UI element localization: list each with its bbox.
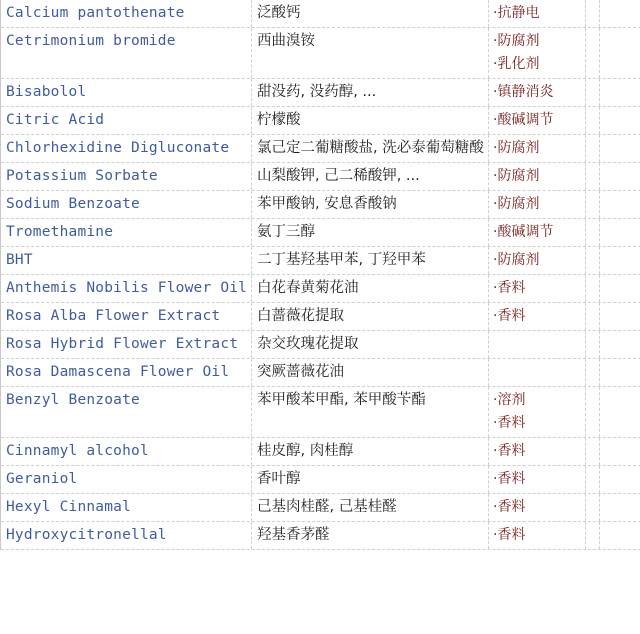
ingredient-chinese-name: 山梨酸钾, 己二稀酸钾, ... xyxy=(252,163,489,190)
function-tag[interactable]: ·乳化剂 xyxy=(493,56,540,72)
table-row xyxy=(1,107,640,135)
ingredient-functions xyxy=(489,107,586,134)
empty-cell xyxy=(600,466,640,493)
ingredient-functions xyxy=(489,191,586,218)
ingredient-chinese-name: 白蔷薇花提取 xyxy=(252,303,489,330)
table-row xyxy=(1,163,640,191)
empty-cell xyxy=(586,494,600,521)
empty-cell xyxy=(586,79,600,106)
ingredient-functions xyxy=(489,494,586,521)
empty-cell xyxy=(600,387,640,437)
table-row xyxy=(1,303,640,331)
ingredient-inci-name[interactable]: Chlorhexidine Digluconate xyxy=(1,135,252,162)
ingredient-functions xyxy=(489,0,586,27)
ingredient-chinese-name: 白花春黄菊花油 xyxy=(252,275,489,302)
ingredient-functions xyxy=(489,466,586,493)
function-tag[interactable]: ·香料 xyxy=(493,527,526,543)
table-row xyxy=(1,494,640,522)
ingredient-inci-name[interactable]: Hexyl Cinnamal xyxy=(1,494,252,521)
ingredient-inci-name[interactable]: Cetrimonium bromide xyxy=(1,28,252,78)
function-tag[interactable]: ·抗静电 xyxy=(493,5,540,21)
table-row xyxy=(1,0,640,28)
table-row xyxy=(1,191,640,219)
empty-cell xyxy=(600,79,640,106)
ingredient-chinese-name: 香叶醇 xyxy=(252,466,489,493)
ingredient-chinese-name: 氯己定二葡糖酸盐, 洗必泰葡萄糖酸 xyxy=(252,135,489,162)
ingredient-inci-name[interactable]: Anthemis Nobilis Flower Oil xyxy=(1,275,252,302)
ingredient-inci-name[interactable]: Hydroxycitronellal xyxy=(1,522,252,549)
ingredient-functions xyxy=(489,28,586,78)
empty-cell xyxy=(600,247,640,274)
ingredient-chinese-name: 柠檬酸 xyxy=(252,107,489,134)
function-tag[interactable]: ·香料 xyxy=(493,471,526,487)
table-row xyxy=(1,28,640,79)
table-row xyxy=(1,438,640,466)
ingredient-functions xyxy=(489,522,586,549)
empty-cell xyxy=(586,219,600,246)
ingredient-inci-name[interactable]: Citric Acid xyxy=(1,107,252,134)
ingredient-inci-name[interactable]: Rosa Hybrid Flower Extract xyxy=(1,331,252,358)
function-tag[interactable]: ·防腐剂 xyxy=(493,33,540,49)
ingredient-chinese-name: 西曲溴铵 xyxy=(252,28,489,78)
ingredient-inci-name[interactable]: BHT xyxy=(1,247,252,274)
table-row xyxy=(1,135,640,163)
function-tag[interactable]: ·酸碱调节 xyxy=(493,112,554,128)
function-tag[interactable]: ·防腐剂 xyxy=(493,168,540,184)
empty-cell xyxy=(600,0,640,27)
function-tag[interactable]: ·香料 xyxy=(493,308,526,324)
ingredient-functions xyxy=(489,438,586,465)
table-row xyxy=(1,466,640,494)
function-tag[interactable]: ·香料 xyxy=(493,280,526,296)
function-tag[interactable]: ·溶剂 xyxy=(493,392,526,408)
empty-cell xyxy=(600,359,640,386)
function-tag[interactable]: ·香料 xyxy=(493,443,526,459)
empty-cell xyxy=(600,303,640,330)
empty-cell xyxy=(586,303,600,330)
function-tag[interactable]: ·防腐剂 xyxy=(493,252,540,268)
function-tag[interactable]: ·镇静消炎 xyxy=(493,84,554,100)
ingredient-functions xyxy=(489,247,586,274)
ingredient-chinese-name: 己基肉桂醛, 己基桂醛 xyxy=(252,494,489,521)
ingredient-chinese-name: 泛酸钙 xyxy=(252,0,489,27)
empty-cell xyxy=(600,494,640,521)
empty-cell xyxy=(600,275,640,302)
table-row xyxy=(1,387,640,438)
function-tag[interactable]: ·香料 xyxy=(493,499,526,515)
empty-cell xyxy=(586,135,600,162)
ingredient-functions xyxy=(489,303,586,330)
ingredient-functions xyxy=(489,359,586,386)
ingredient-inci-name[interactable]: Rosa Alba Flower Extract xyxy=(1,303,252,330)
ingredient-functions xyxy=(489,79,586,106)
function-tag[interactable]: ·防腐剂 xyxy=(493,140,540,156)
ingredient-chinese-name: 羟基香茅醛 xyxy=(252,522,489,549)
ingredient-functions xyxy=(489,135,586,162)
function-tag[interactable]: ·酸碱调节 xyxy=(493,224,554,240)
empty-cell xyxy=(586,163,600,190)
empty-cell xyxy=(586,275,600,302)
empty-cell xyxy=(586,522,600,549)
empty-cell xyxy=(600,522,640,549)
table-row xyxy=(1,247,640,275)
empty-cell xyxy=(600,28,640,78)
ingredient-functions xyxy=(489,163,586,190)
empty-cell xyxy=(586,28,600,78)
empty-cell xyxy=(586,359,600,386)
ingredient-chinese-name: 杂交玫瑰花提取 xyxy=(252,331,489,358)
ingredient-functions xyxy=(489,275,586,302)
empty-cell xyxy=(586,0,600,27)
function-tag[interactable]: ·香料 xyxy=(493,415,526,431)
ingredient-chinese-name: 苯甲酸苯甲酯, 苯甲酸苄酯 xyxy=(252,387,489,437)
function-tag[interactable]: ·防腐剂 xyxy=(493,196,540,212)
ingredient-functions xyxy=(489,387,586,437)
table-row xyxy=(1,79,640,107)
empty-cell xyxy=(586,247,600,274)
table-row xyxy=(1,522,640,550)
ingredient-inci-name[interactable]: Sodium Benzoate xyxy=(1,191,252,218)
empty-cell xyxy=(586,191,600,218)
ingredient-chinese-name: 氨丁三醇 xyxy=(252,219,489,246)
ingredient-inci-name[interactable]: Bisabolol xyxy=(1,79,252,106)
ingredient-chinese-name: 苯甲酸钠, 安息香酸钠 xyxy=(252,191,489,218)
empty-cell xyxy=(586,438,600,465)
empty-cell xyxy=(586,466,600,493)
empty-cell xyxy=(600,331,640,358)
empty-cell xyxy=(600,219,640,246)
empty-cell xyxy=(586,107,600,134)
ingredient-functions xyxy=(489,219,586,246)
empty-cell xyxy=(600,135,640,162)
empty-cell xyxy=(586,331,600,358)
ingredient-inci-name[interactable]: Cinnamyl alcohol xyxy=(1,438,252,465)
empty-cell xyxy=(600,438,640,465)
ingredient-inci-name[interactable]: Benzyl Benzoate xyxy=(1,387,252,437)
ingredient-chinese-name: 桂皮醇, 肉桂醇 xyxy=(252,438,489,465)
ingredient-chinese-name: 二丁基羟基甲苯, 丁羟甲苯 xyxy=(252,247,489,274)
ingredient-chinese-name: 突厥蔷薇花油 xyxy=(252,359,489,386)
table-row xyxy=(1,219,640,247)
ingredient-inci-name[interactable]: Geraniol xyxy=(1,466,252,493)
table-row xyxy=(1,275,640,303)
ingredient-inci-name[interactable]: Calcium pantothenate xyxy=(1,0,252,27)
ingredient-inci-name[interactable]: Potassium Sorbate xyxy=(1,163,252,190)
ingredient-inci-name[interactable]: Tromethamine xyxy=(1,219,252,246)
empty-cell xyxy=(586,387,600,437)
ingredient-chinese-name: 甜没药, 没药醇, ... xyxy=(252,79,489,106)
empty-cell xyxy=(600,191,640,218)
table-row xyxy=(1,331,640,359)
empty-cell xyxy=(600,107,640,134)
table-row xyxy=(1,359,640,387)
ingredient-inci-name[interactable]: Rosa Damascena Flower Oil xyxy=(1,359,252,386)
empty-cell xyxy=(600,163,640,190)
ingredient-functions xyxy=(489,331,586,358)
